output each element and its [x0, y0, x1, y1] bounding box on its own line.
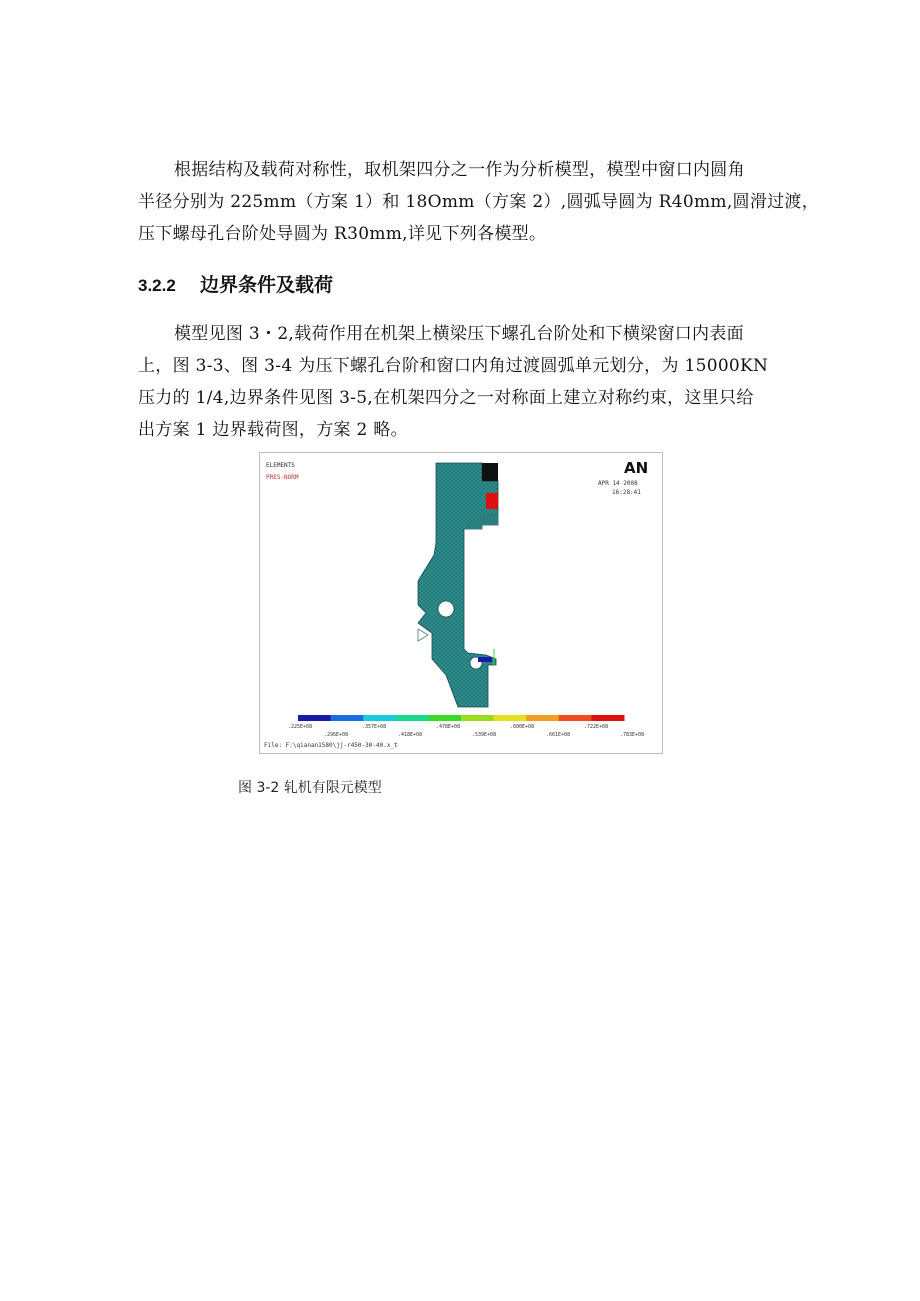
header-time: 16:28:41 — [612, 489, 641, 496]
legend-swatch — [396, 715, 429, 721]
legend-swatch — [494, 715, 527, 721]
legend-label: .600E+08 — [510, 724, 535, 730]
legend-label: .539E+08 — [472, 732, 497, 738]
paragraph-line: 根据结构及载荷对称性，取机架四分之一作为分析模型，模型中窗口内圆角 — [174, 160, 745, 180]
file-path-label: File: F:\qianan1580\jj-r450-30-40.x_t — [264, 742, 398, 749]
legend-label: .225E+08 — [288, 724, 313, 730]
header-date: APR 14 2008 — [598, 480, 638, 487]
paragraph-boundary-loads — [138, 318, 798, 446]
figure-caption: 图 3-2 轧机有限元模型 — [238, 780, 382, 796]
legend-label: .661E+08 — [546, 732, 571, 738]
legend-swatch — [298, 715, 331, 721]
paragraph-line: 半径分别为 225mm（方案 1）和 18Omm（方案 2）,圆弧导圆为 R40mm,圆滑过渡， — [138, 192, 820, 212]
paragraph-line: 压下螺母孔台阶处导圆为 R30mm,详见下列各模型。 — [138, 224, 547, 244]
fem-model-figure — [259, 452, 663, 754]
legend-swatch — [461, 715, 494, 721]
bolt-hole — [438, 601, 454, 617]
ansys-logo: AN — [624, 459, 649, 477]
paragraph-line: 模型见图 3・2,载荷作用在机架上横梁压下螺孔台阶处和下横梁窗口内表面 — [174, 324, 744, 344]
paragraph-line: 上，图 3-3、图 3-4 为压下螺孔台阶和窗口内角过渡圆弧单元划分，为 15000KN — [138, 356, 769, 376]
legend-swatch — [428, 715, 461, 721]
legend-label: .357E+08 — [362, 724, 387, 730]
fem-model-image — [260, 453, 662, 753]
paragraph-line: 压力的 1/4,边界条件见图 3-5,在机架四分之一对称面上建立对称约束，这里只给 — [138, 388, 754, 408]
legend-label: .722E+08 — [584, 724, 609, 730]
section-heading — [138, 270, 333, 297]
legend-swatch — [591, 715, 624, 721]
header-label-elements: ELEMENTS — [266, 462, 295, 469]
legend-swatch — [363, 715, 396, 721]
legend-label: .296E+08 — [324, 732, 349, 738]
legend-label: .418E+08 — [398, 732, 423, 738]
legend-label: .478E+08 — [436, 724, 461, 730]
contour-legend-bar — [298, 715, 625, 721]
legend-swatch — [331, 715, 364, 721]
top-cap-block — [482, 463, 498, 481]
bottom-load-marker — [478, 657, 492, 662]
section-number: 3.2.2 — [138, 276, 176, 295]
frame-notch — [418, 629, 428, 641]
legend-swatch — [526, 715, 559, 721]
paragraph-line: 出方案 1 边界载荷图，方案 2 略。 — [138, 420, 408, 440]
top-load-marker — [486, 493, 498, 509]
paragraph-symmetry-model — [138, 154, 820, 250]
legend-swatch — [559, 715, 592, 721]
legend-label: .783E+08 — [620, 732, 645, 738]
section-title: 边界条件及载荷 — [200, 274, 334, 296]
header-label-pres: PRES-NORM — [266, 474, 299, 481]
